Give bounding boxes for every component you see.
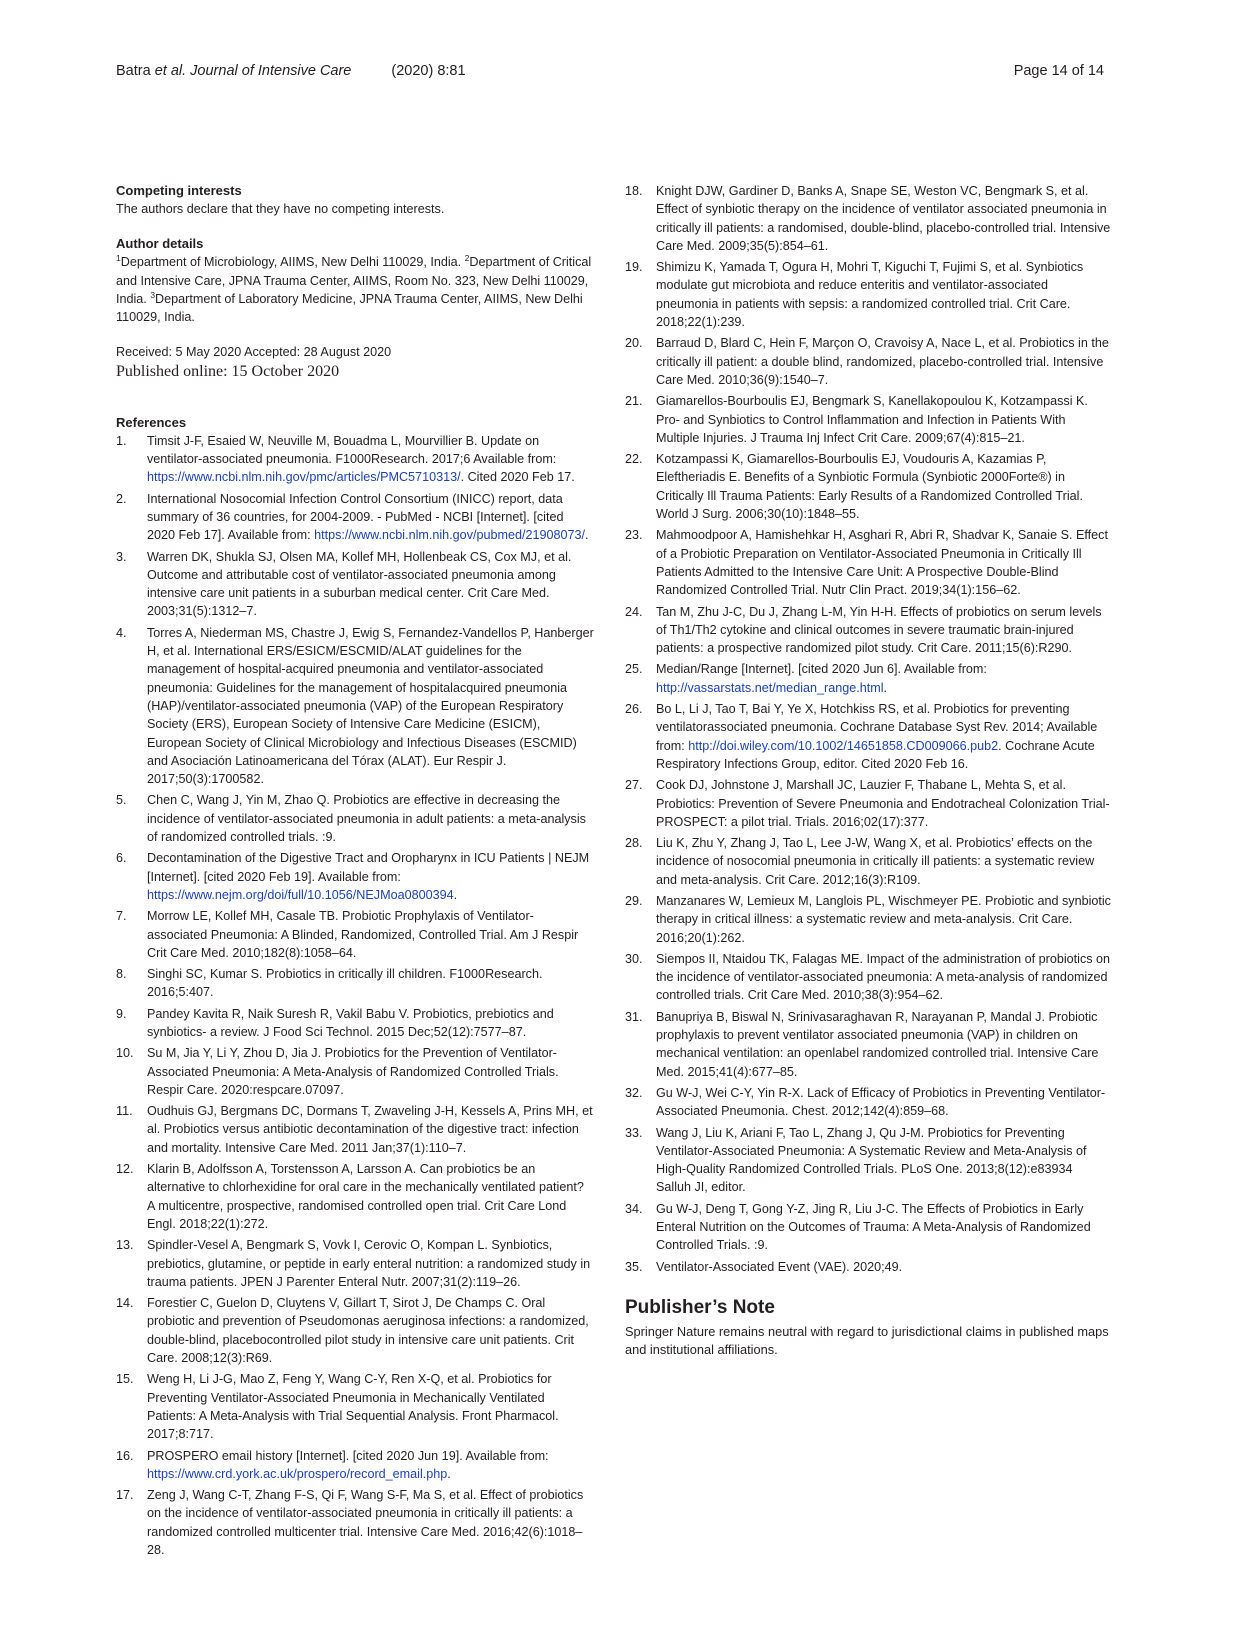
reference-item [116, 849, 594, 904]
reference-text: Banupriya B, Biswal N, Srinivasaraghavan R, Narayanan P, Mandal J. Probiotic prophylaxis to prevent ventilator associated pneumonia (VAP) in children on mechanical ventilation: an openlabel randomized controlled trial. Intensive Care Med. 2015;41(4):677–85. [656, 1009, 1099, 1079]
reference-number: 7. [116, 909, 127, 924]
reference-number: 14. [116, 1296, 134, 1311]
reference-text-tail: . Cochrane Acute Respiratory Infections Group, editor. Cited 2020 Feb 16. [656, 738, 1095, 771]
reference-link[interactable]: https://www.crd.york.ac.uk/prospero/record_email.php [147, 1466, 448, 1481]
reference-text-tail: . [453, 887, 458, 902]
reference-number: 4. [116, 625, 127, 640]
reference-text: Weng H, Li J-G, Mao Z, Feng Y, Wang C-Y, Ren X-Q, et al. Probiotics for Preventing Ventilator-Associated Pneumonia in Mechanically Ventilated Patients: A Meta-Analysis with Trial Sequential Analysis. Front Pharmacol. 2017;8:717. [147, 1372, 559, 1442]
reference-item [116, 1044, 594, 1099]
reference-text-tail: . Cited 2020 Feb 17. [460, 470, 575, 485]
reference-item [625, 1200, 1111, 1255]
reference-item [625, 392, 1111, 447]
reference-item [116, 490, 594, 545]
reference-item [116, 1005, 594, 1042]
affiliation-1: Department of Microbiology, AIIMS, New Delhi 110029, India. [120, 255, 465, 270]
reference-item [625, 834, 1111, 889]
reference-number: 18. [625, 184, 643, 198]
reference-list-left [116, 432, 594, 1560]
reference-text-tail: . [883, 680, 888, 695]
reference-item [625, 700, 1111, 773]
reference-item [116, 1160, 594, 1233]
affiliation-2: Department of Critical and Intensive Care, JPNA Trauma Center, AIIMS, Room No. 323, New Delhi 110029, India. [116, 255, 592, 306]
reference-item [625, 1008, 1111, 1081]
reference-number: 34. [625, 1201, 643, 1216]
reference-number: 28. [625, 836, 643, 851]
reference-text: Morrow LE, Kollef MH, Casale TB. Probiotic Prophylaxis of Ventilator-associated Pneumonia: A Blinded, Randomized, Controlled Trial. Am J Respir Crit Care Med. 2010;182(8):1058–64. [147, 909, 579, 960]
reference-text: Oudhuis GJ, Bergmans DC, Dormans T, Zwaveling J-H, Kessels A, Prins MH, et al. Probiotics versus antibiotic decontamination of the digestive tract: infection and mortality. Intensive Care Med. 2011 Jan;37(1):110–7. [147, 1104, 593, 1155]
reference-text: Ventilator-Associated Event (VAE). 2020;49. [656, 1259, 903, 1274]
reference-number: 19. [625, 260, 643, 275]
reference-text: Chen C, Wang J, Yin M, Zhao Q. Probiotics are effective in decreasing the incidence of ventilator-associated pneumonia in adult patients: a meta-analysis of randomized controlled trials. :9. [147, 793, 586, 845]
reference-text: International Nosocomial Infection Control Consortium (INICC) report, data summary of 36 countries, for 2004-2009. - PubMed - NCBI [Internet]. [cited 2020 Feb 17]. Available from: [147, 491, 564, 543]
reference-number: 32. [625, 1085, 643, 1100]
reference-text: Liu K, Zhu Y, Zhang J, Tao L, Lee J-W, Wang X, et al. Probiotics’ effects on the incidence of nosocomial pneumonia in critically ill patients: a systematic review and meta-analysis. Crit Care. 2012;16(3):R109. [656, 836, 1095, 887]
reference-text: Zeng J, Wang C-T, Zhang F-S, Qi F, Wang S-F, Ma S, et al. Effect of probiotics on the incidence of ventilator-associated pneumonia in critically ill patients: a randomized controlled multicenter trial. Intensive Care Med. 2016;42(6):1018–28. [147, 1488, 584, 1557]
reference-number: 12. [116, 1162, 134, 1177]
running-header [116, 63, 466, 79]
reference-number: 16. [116, 1448, 134, 1463]
reference-text: Pandey Kavita R, Naik Suresh R, Vakil Babu V. Probiotics, prebiotics and synbiotics- a review. J Food Sci Technol. 2015 Dec;52(12):7577–87. [147, 1006, 554, 1039]
reference-number: 8. [116, 967, 127, 982]
reference-item [116, 548, 594, 621]
reference-link[interactable]: https://www.ncbi.nlm.nih.gov/pubmed/21908073/ [314, 528, 586, 543]
reference-number: 11. [116, 1104, 133, 1119]
reference-text: Knight DJW, Gardiner D, Banks A, Snape SE, Weston VC, Bengmark S, et al. Effect of synbiotic therapy on the incidence of ventilator associated pneumonia in critically ill patients: a randomised, double-blind, placebo-controlled trial. Intensive Care Med. 2009;35(5):854–61. [656, 184, 1111, 253]
reference-number: 5. [116, 793, 127, 808]
header-year-volume: (2020) 8:81 [391, 63, 466, 79]
reference-text: Gu W-J, Wei C-Y, Yin R-X. Lack of Efficacy of Probiotics in Preventing Ventilator-Associated Pneumonia. Chest. 2012;142(4):859–68. [656, 1085, 1106, 1119]
reference-item [116, 1102, 594, 1157]
reference-number: 25. [625, 662, 643, 677]
reference-item [625, 182, 1111, 255]
affiliation-sup: 3 [150, 289, 156, 300]
reference-text: Mahmoodpoor A, Hamishehkar H, Asghari R, Abri R, Shadvar K, Sanaie S. Effect of a Probiotic Preparation on Ventilator-Associated Pneumonia in Critically Ill Patients Admitted to the Intensive Care Unit: A Prospective Double-Blind Randomized Controlled Trial. Nutr Clin Pract. 2019;34(1):156–62. [656, 528, 1108, 598]
reference-text: Gu W-J, Deng T, Gong Y-Z, Jing R, Liu J-C. The Effects of Probiotics in Early Enteral Nutrition on the Outcomes of Trauma: A Meta-Analysis of Randomized Controlled Trials. :9. [656, 1201, 1091, 1253]
page-number: Page 14 of 14 [1013, 63, 1104, 79]
reference-item [625, 450, 1111, 523]
reference-number: 3. [116, 549, 127, 564]
reference-text: Shimizu K, Yamada T, Ogura H, Mohri T, Kiguchi T, Fujimi S, et al. Synbiotics modulate gut microbiota and reduce enteritis and ventilator-associated pneumonia in patients with sepsis: a randomized controlled trial. Crit Care. 2018;22(1):239. [656, 260, 1084, 330]
reference-number: 22. [625, 452, 643, 467]
header-journal: Journal of Intensive Care [190, 63, 352, 79]
reference-item [116, 1294, 594, 1367]
affiliation-sup: 1 [116, 253, 121, 264]
publishers-note-heading: Publisher’s Note [625, 1296, 775, 1318]
reference-link[interactable]: https://www.nejm.org/doi/full/10.1056/NEJMoa0800394 [147, 887, 454, 902]
reference-item [625, 776, 1111, 831]
reference-number: 15. [116, 1372, 134, 1387]
reference-text: Klarin B, Adolfsson A, Torstensson A, Larsson A. Can probiotics be an alternative to chlorhexidine for oral care in the mechanically ventilated patient? A multicentre, prospective, randomised controlled open trial. Crit Care Lond Engl. 2018;22(1):272. [147, 1162, 584, 1231]
reference-item [625, 950, 1111, 1005]
reference-number: 35. [625, 1259, 643, 1274]
reference-link[interactable]: http://vassarstats.net/median_range.html [656, 680, 884, 695]
reference-item [116, 1236, 594, 1291]
reference-text: Spindler-Vesel A, Bengmark S, Vovk I, Cerovic O, Kompan L. Synbiotics, prebiotics, glutamine, or peptide in early enteral nutrition: a randomized study in trauma patients. JPEN J Parenter Enteral Nutr. 2007;31(2):119–26. [147, 1238, 591, 1289]
reference-number: 31. [625, 1009, 643, 1024]
reference-number: 10. [116, 1046, 134, 1061]
reference-item [625, 334, 1111, 389]
reference-text: Bo L, Li J, Tao T, Bai Y, Ye X, Hotchkiss RS, et al. Probiotics for preventing ventilatorassociated pneumonia. Cochrane Database Syst Rev. 2014; Available from: [656, 702, 1098, 753]
reference-item [625, 526, 1111, 599]
reference-text: Singhi SC, Kumar S. Probiotics in critically ill children. F1000Research. 2016;5:407. [147, 967, 543, 1000]
reference-number: 27. [625, 778, 643, 793]
reference-item [625, 660, 1111, 697]
reference-text: Manzanares W, Lemieux M, Langlois PL, Wischmeyer PE. Probiotic and synbiotic therapy in critical illness: a systematic review and meta-analysis. Crit Care. 2016;20(1):262. [656, 893, 1111, 945]
reference-number: 29. [625, 893, 643, 908]
reference-text: Su M, Jia Y, Li Y, Zhou D, Jia J. Probiotics for the Prevention of Ventilator-Associated Pneumonia: A Meta-Analysis of Randomized Controlled Trials. Respir Care. 2020:respcare.07097. [147, 1046, 559, 1097]
header-etal: et al. [150, 63, 191, 79]
reference-item [625, 1258, 1111, 1276]
reference-text-tail: . [447, 1466, 451, 1481]
reference-text: Barraud D, Blard C, Hein F, Marçon O, Cravoisy A, Nace L, et al. Probiotics in the critically ill patient: a double blind, randomized, placebo-controlled trial. Intensive Care Med. 2010;36(9):1540–7. [656, 336, 1109, 387]
reference-item [116, 432, 594, 487]
reference-text: Warren DK, Shukla SJ, Olsen MA, Kollef MH, Hollenbeak CS, Cox MJ, et al. Outcome and attributable cost of ventilator-associated pneumonia among intensive care unit patients in a suburban medical center. Crit Care Med. 2003;31(5):1312–7. [147, 549, 572, 619]
reference-text: Cook DJ, Johnstone J, Marshall JC, Lauzier F, Thabane L, Mehta S, et al. Probiotics: Prevention of Severe Pneumonia and Endotracheal Colonization Trial-PROSPECT: a pilot trial. Trials. 2016;02(17):377. [656, 778, 1110, 829]
reference-number: 20. [625, 336, 643, 351]
author-details-text [116, 253, 594, 326]
reference-item [116, 791, 594, 846]
reference-link[interactable]: http://doi.wiley.com/10.1002/14651858.CD009066.pub2 [688, 738, 999, 753]
reference-item [116, 1486, 594, 1559]
affiliation-sup: 2 [464, 253, 470, 264]
reference-link[interactable]: https://www.ncbi.nlm.nih.gov/pmc/articles/PMC5710313/ [147, 470, 461, 485]
reference-number: 6. [116, 851, 127, 866]
reference-number: 26. [625, 702, 643, 717]
reference-text: Giamarellos-Bourboulis EJ, Bengmark S, Kanellakopoulou K, Kotzampassi K. Pro- and Synbiotics to Control Inflammation and Infection in Patients With Multiple Injuries. J Trauma Inj Infect Crit Care. 2009;67(4):815–21. [656, 394, 1088, 445]
reference-number: 33. [625, 1125, 643, 1140]
affiliation-3: Department of Laboratory Medicine, JPNA Trauma Center, AIIMS, New Delhi 110029, India. [116, 291, 583, 325]
author-details-heading: Author details [116, 236, 204, 252]
reference-item [625, 1084, 1111, 1121]
reference-text: PROSPERO email history [Internet]. [cited 2020 Jun 19]. Available from: [147, 1448, 549, 1463]
reference-text: Siempos II, Ntaidou TK, Falagas ME. Impact of the administration of probiotics on the incidence of ventilator-associated pneumonia: A meta-analysis of randomized controlled trials. Crit Care Med. 2010;38(3):954–62. [656, 951, 1111, 1003]
reference-item [116, 624, 594, 789]
competing-interests-text: The authors declare that they have no competing interests. [116, 202, 445, 216]
reference-item [116, 1447, 594, 1484]
reference-text: Wang J, Liu K, Ariani F, Tao L, Zhang J, Qu J-M. Probiotics for Preventing Ventilator-Associated Pneumonia: A Systematic Review and Meta-Analysis of High-Quality Randomized Controlled Trials. PLoS One. 2013;8(12):e83934 Salluh JI, editor. [656, 1125, 1087, 1195]
reference-text: Timsit J-F, Esaied W, Neuville M, Bouadma L, Mourvillier B. Update on ventilator-associated pneumonia. F1000Research. 2017;6 Available from: [147, 433, 557, 467]
reference-item [625, 1124, 1111, 1197]
reference-list-right [625, 182, 1111, 1276]
reference-item [625, 258, 1111, 331]
reference-number: 24. [625, 604, 643, 619]
reference-text: Median/Range [Internet]. [cited 2020 Jun 6]. Available from: [656, 662, 987, 677]
reference-number: 1. [116, 433, 127, 448]
right-column [625, 182, 1111, 1360]
reference-item [625, 892, 1111, 947]
reference-text: Decontamination of the Digestive Tract and Oropharynx in ICU Patients | NEJM [Internet]. [cited 2020 Feb 19]. Available from: [147, 851, 590, 884]
reference-text: Tan M, Zhu J-C, Du J, Zhang L-M, Yin H-H. Effects of probiotics on serum levels of Th1/Th2 cytokine and clinical outcomes in severe traumatic brain-injured patients: a prospective randomized pilot study. Crit Care. 2011;15(6):R290. [656, 604, 1102, 656]
reference-number: 17. [116, 1488, 134, 1503]
left-column [116, 182, 594, 1562]
reference-item [625, 603, 1111, 658]
received-accepted-dates: Received: 5 May 2020 Accepted: 28 August 2020 [116, 345, 392, 360]
published-online-date: Published online: 15 October 2020 [116, 362, 340, 380]
reference-text: Torres A, Niederman MS, Chastre J, Ewig S, Fernandez-Vandellos P, Hanberger H, et al. International ERS/ESICM/ESCMID/ALAT guidelines for the management of hospital-acquired pneumonia and ventilator-associated pneumonia: Guidelines for the management of hospitalacquired pneumonia (HAP)/ventilator-associated pneumonia (VAP) of the European Respiratory Society (ERS), European Society of Intensive Care Medicine (ESICM), European Society of Clinical Microbiology and Infectious Diseases (ESCMID) and Asociación Latinoamericana del Tórax (ALAT). Eur Respir J. 2017;50(3):1700582. [147, 625, 594, 787]
reference-text: Forestier C, Guelon D, Cluytens V, Gillart T, Sirot J, De Champs C. Oral probiotic and prevention of Pseudomonas aeruginosa infections: a randomized, double-blind, placebocontrolled pilot study in intensive care unit patients. Crit Care. 2008;12(3):R69. [147, 1296, 589, 1366]
reference-number: 2. [116, 491, 127, 506]
reference-text-tail: . [585, 528, 589, 543]
reference-number: 9. [116, 1006, 127, 1021]
reference-number: 30. [625, 951, 643, 966]
references-heading: References [116, 414, 187, 430]
reference-number: 21. [625, 394, 643, 409]
reference-text: Kotzampassi K, Giamarellos-Bourboulis EJ, Voudouris A, Kazamias P, Eleftheriadis E. Benefits of a Synbiotic Formula (Synbiotic 2000Forte®) in Critically Ill Trauma Patients: Early Results of a Randomized Controlled Trial. World J Surg. 2006;30(10):1848–55. [656, 452, 1083, 522]
reference-item [116, 1370, 594, 1443]
reference-number: 23. [625, 528, 643, 543]
reference-item [116, 907, 594, 962]
reference-number: 13. [116, 1238, 134, 1253]
reference-item [116, 965, 594, 1002]
header-authors: Batra [116, 63, 151, 79]
competing-interests-heading: Competing interests [116, 183, 242, 198]
publishers-note-text: Springer Nature remains neutral with regard to jurisdictional claims in published maps and institutional affiliations. [625, 1323, 1109, 1358]
